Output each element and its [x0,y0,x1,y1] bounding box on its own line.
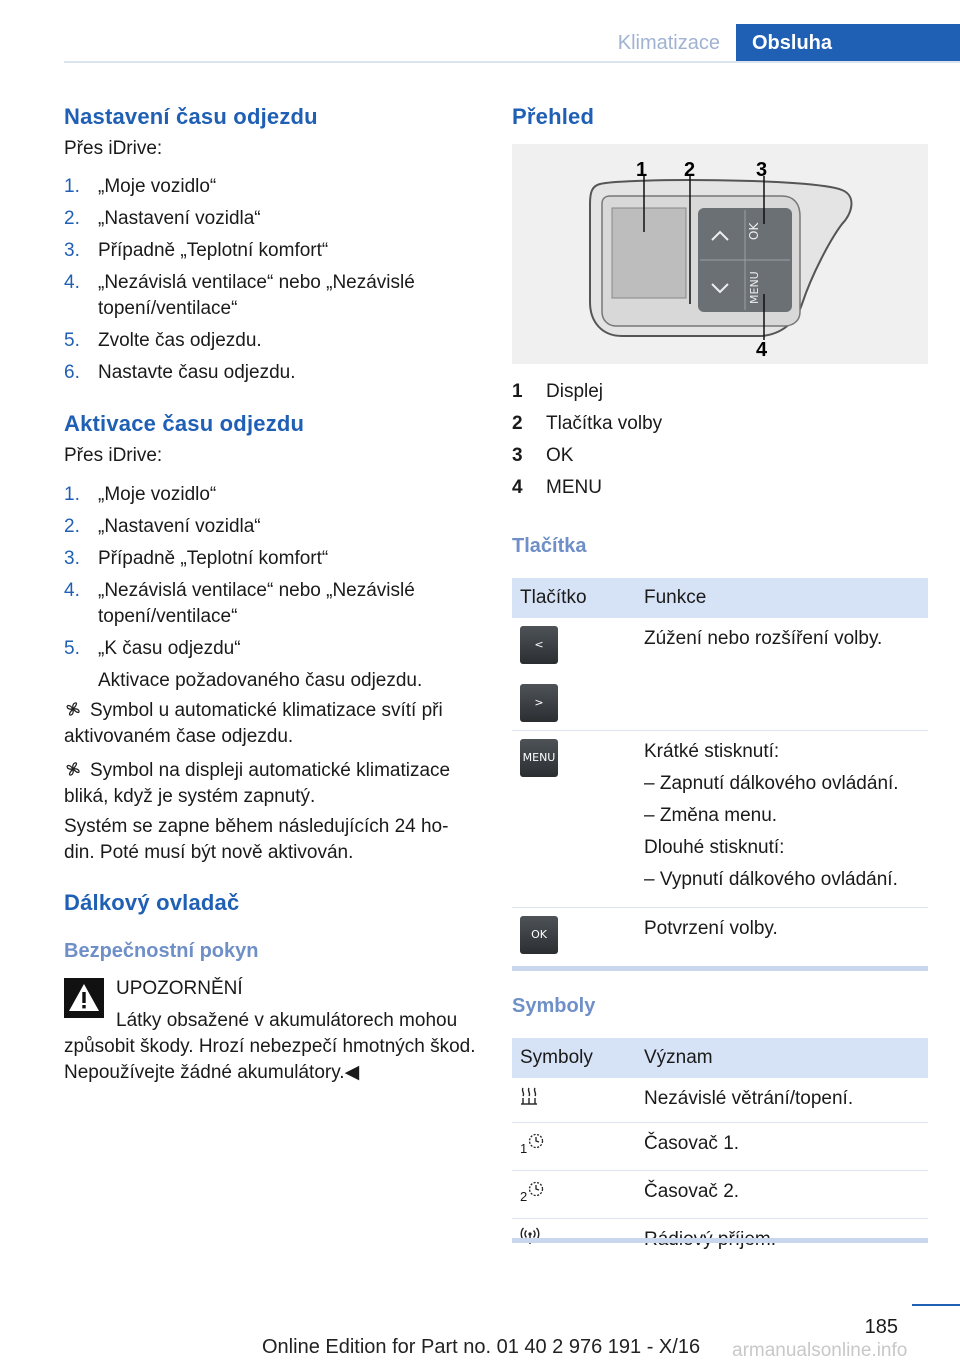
symbol-note-2-text: Symbol na displeji automatické klimatizace bliká, když je systém zapnutý. [64,760,451,807]
function-line: Krátké stisknutí: [644,741,780,762]
key-cell [512,908,636,963]
symbol-cell [512,1123,636,1171]
legend-text: Tlačítka volby [546,413,663,434]
page-number: 185 [864,1316,898,1338]
list-item-number: 3. [64,240,80,261]
list-item [64,514,474,540]
header-divider [64,61,960,63]
key-cell [512,618,636,731]
symbol-cell [512,1171,636,1219]
list-item-number: 2. [64,208,80,229]
buttons-table-footer-bar [512,966,928,971]
figure-label-3: 3 [756,159,768,181]
fan-icon [64,700,82,718]
list-item [64,238,474,264]
remote-key-icon: > [520,684,558,722]
list-item-text: „Nezávislá ventilace“ nebo „Nezávislé topení/ventilace“ [98,272,415,319]
buttons-col-key: Tlačítko [512,578,636,618]
function-line: – Vypnutí dálkového ovládání. [644,869,898,890]
symbols-table-header [512,1038,928,1078]
function-cell [636,618,928,731]
figure-label-2: 2 [684,159,696,181]
legend-number: 4 [512,477,523,498]
list-item-number: 5. [64,330,80,351]
meaning-cell: Časovač 1. [636,1123,928,1171]
departure-setting-intro: Přes iDrive: [64,138,163,159]
list-item-number: 2. [64,516,80,537]
departure-activation-heading: Aktivace času odjezdu [64,411,305,436]
key-cell [512,731,636,908]
timer-index: 1 [520,1141,528,1156]
symbol-note-2 [64,758,474,810]
figure-ok-label: OK [747,222,761,240]
table-row [512,1123,928,1171]
list-item [64,270,474,322]
heat-vent-icon [520,1086,538,1106]
function-cell [636,908,928,963]
function-line: Dlouhé stisknutí: [644,837,785,858]
remote-key-icon: < [520,626,558,664]
list-item [64,360,474,386]
function-line: – Zapnutí dálkového ovládání. [644,773,899,794]
header-chapter-tab: Obsluha [736,24,960,62]
symbols-heading: Symboly [512,995,596,1017]
overview-heading: Přehled [512,104,595,129]
table-row [512,731,928,908]
table-row [512,1171,928,1219]
timer-index: 2 [520,1189,528,1204]
function-cell [636,731,928,908]
list-item [64,174,474,200]
list-item [64,206,474,232]
legend-number: 2 [512,413,523,434]
list-item-number: 6. [64,362,80,383]
legend-row [512,472,812,504]
symbol-note-1-text: Symbol u automatické klimatizace svítí při aktivovaném čase odjezdu. [64,700,443,747]
legend-row [512,440,812,472]
remote-key-illustration [512,144,928,364]
legend-number: 3 [512,445,523,466]
remote-heading: Dálkový ovladač [64,890,240,915]
figure-label-1: 1 [636,159,648,181]
function-line: Zúžení nebo rozšíření volby. [644,628,883,649]
list-item-text: Zvolte čas odjezdu. [98,330,262,351]
header-section-label: Klimatizace [617,32,720,54]
activation-paragraph: Systém se zapne během následujících 24 ho‐din. Poté musí být nově aktivován. [64,816,449,863]
list-item [64,328,474,354]
symbol-note-1 [64,698,474,750]
list-item-text: „Nezávislá ventilace“ nebo „Nezávislé topení/ventilace“ [98,580,415,627]
list-item [64,636,474,694]
symbol-cell [512,1078,636,1123]
list-item-subtext: Aktivace požadovaného času odjezdu. [98,670,423,691]
list-item [64,482,474,508]
list-item [64,578,474,630]
list-item-text: „Nastavení vozidla“ [98,208,261,229]
buttons-heading: Tlačítka [512,535,587,557]
legend-text: MENU [546,477,602,498]
list-item-text: „Nastavení vozidla“ [98,516,261,537]
list-item-text: „Moje vozidlo“ [98,484,217,505]
symbols-table [512,1038,928,1261]
legend-text: OK [546,445,574,466]
symbols-col-symbol: Symboly [512,1038,636,1078]
list-item-text: Případně „Teplotní komfort“ [98,240,329,261]
meaning-cell: Nezávislé větrání/topení. [636,1078,928,1123]
departure-activation-intro: Přes iDrive: [64,445,163,466]
remote-key-icon: MENU [520,739,558,777]
table-row [512,1078,928,1123]
legend-row [512,376,812,408]
list-item-number: 4. [64,580,80,601]
table-row [512,618,928,731]
departure-activation-steps [64,482,474,700]
fan-icon [64,760,82,778]
legend-text: Displej [546,381,604,402]
buttons-table [512,578,928,962]
timer-icon [528,1181,544,1197]
list-item-text: Případně „Teplotní komfort“ [98,548,329,569]
list-item-number: 4. [64,272,80,293]
buttons-col-function: Funkce [636,578,928,618]
list-item-number: 5. [64,638,80,659]
list-item-text: „Moje vozidlo“ [98,176,217,197]
symbols-col-meaning: Význam [636,1038,928,1078]
table-row [512,908,928,963]
footer-rule [912,1304,960,1306]
figure-menu-label: MENU [748,271,761,304]
list-item-number: 1. [64,484,80,505]
list-item-number: 1. [64,176,80,197]
watermark: armanualsonline.info [732,1340,908,1361]
legend-number: 1 [512,381,523,402]
timer-icon [528,1133,544,1149]
function-line: Potvrzení volby. [644,918,778,939]
symbols-table-footer-bar [512,1238,928,1243]
list-item-text: „K času odjezdu“ [98,638,241,659]
meaning-cell: Časovač 2. [636,1171,928,1219]
figure-legend [512,376,812,504]
list-item-text: Nastavte času odjezdu. [98,362,296,383]
warning-text: Látky obsažené v akumulátorech mohou způsobit škody. Hrozí nebezpečí hmotných škod. Nepoužívejte žádné akumulátory.◀ [64,1010,476,1083]
edition-text: Online Edition for Part no. 01 40 2 976 191 - X/16 [262,1336,701,1358]
safety-heading: Bezpečnostní pokyn [64,940,259,962]
function-line: – Změna menu. [644,805,778,826]
departure-setting-heading: Nastavení času odjezdu [64,104,318,129]
figure-label-4: 4 [756,339,768,361]
list-item [64,546,474,572]
list-item-number: 3. [64,548,80,569]
legend-row [512,408,812,440]
departure-setting-steps [64,174,474,392]
buttons-table-header [512,578,928,618]
warning-title: UPOZORNĚNÍ [116,978,243,999]
remote-key-icon: OK [520,916,558,954]
